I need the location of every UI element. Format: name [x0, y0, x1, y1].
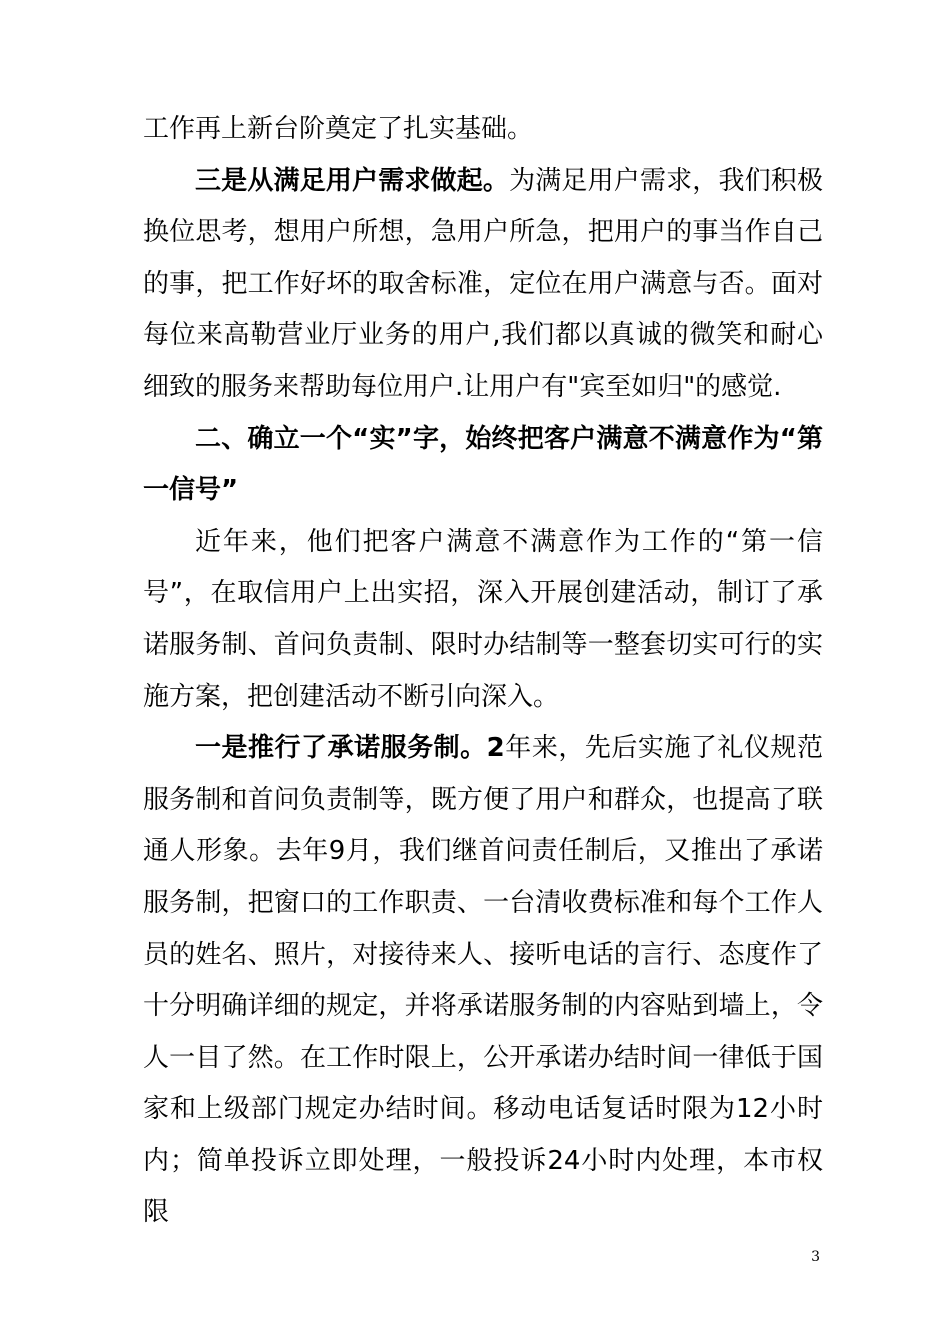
paragraph-first-signal: [143, 517, 823, 723]
paragraph-text: 工作再上新台阶奠定了扎实基础。: [143, 114, 534, 144]
paragraph-commitment-service: [143, 723, 823, 1239]
paragraph-user-needs: [143, 156, 823, 414]
paragraph-text: 为满足用户需求，我们积极换位思考，想用户所想，急用户所急，把用户的事当作自己的事，把工作好坏的取舍标准，定位在用户满意与否。面对每位来高勒营业厅业务的用户,我们都以真诚的微笑和耐心细致的服务来帮助每位用户.让用户有"宾至如归"的感觉.: [143, 165, 823, 402]
document-body: [143, 104, 823, 1239]
section-heading: 二、确立一个“实”字，始终把客户满意不满意作为“第一信号”: [143, 423, 823, 506]
paragraph-lead: 三是从满足用户需求做起。: [195, 165, 510, 196]
paragraph-text: 年来，先后实施了礼仪规范服务制和首问负责制等，既方便了用户和群众，也提高了联通人形象。去年9月，我们继首问责任制后，又推出了承诺服务制，把窗口的工作职责、一台清收费标准和每个工作人员的姓名、照片，对接待来人、接听电话的言行、态度作了十分明确详细的规定，并将承诺服务制的内容贴到墙上，令人一目了然。在工作时限上，公开承诺办结时间一律低于国家和上级部门规定办结时间。移动电话复话时限为12小时内；简单投诉立即处理，一般投诉24小时内处理，本市权限: [143, 733, 823, 1228]
page-number: 3: [811, 1249, 820, 1265]
paragraph-lead: 一是推行了承诺服务制。2: [195, 733, 505, 764]
paragraph-continuation: [143, 104, 823, 156]
paragraph-text: 近年来，他们把客户满意不满意作为工作的“第一信号”，在取信用户上出实招，深入开展创建活动，制订了承诺服务制、首问负责制、限时办结制等一整套切实可行的实施方案，把创建活动不断引向深入。: [143, 526, 823, 712]
